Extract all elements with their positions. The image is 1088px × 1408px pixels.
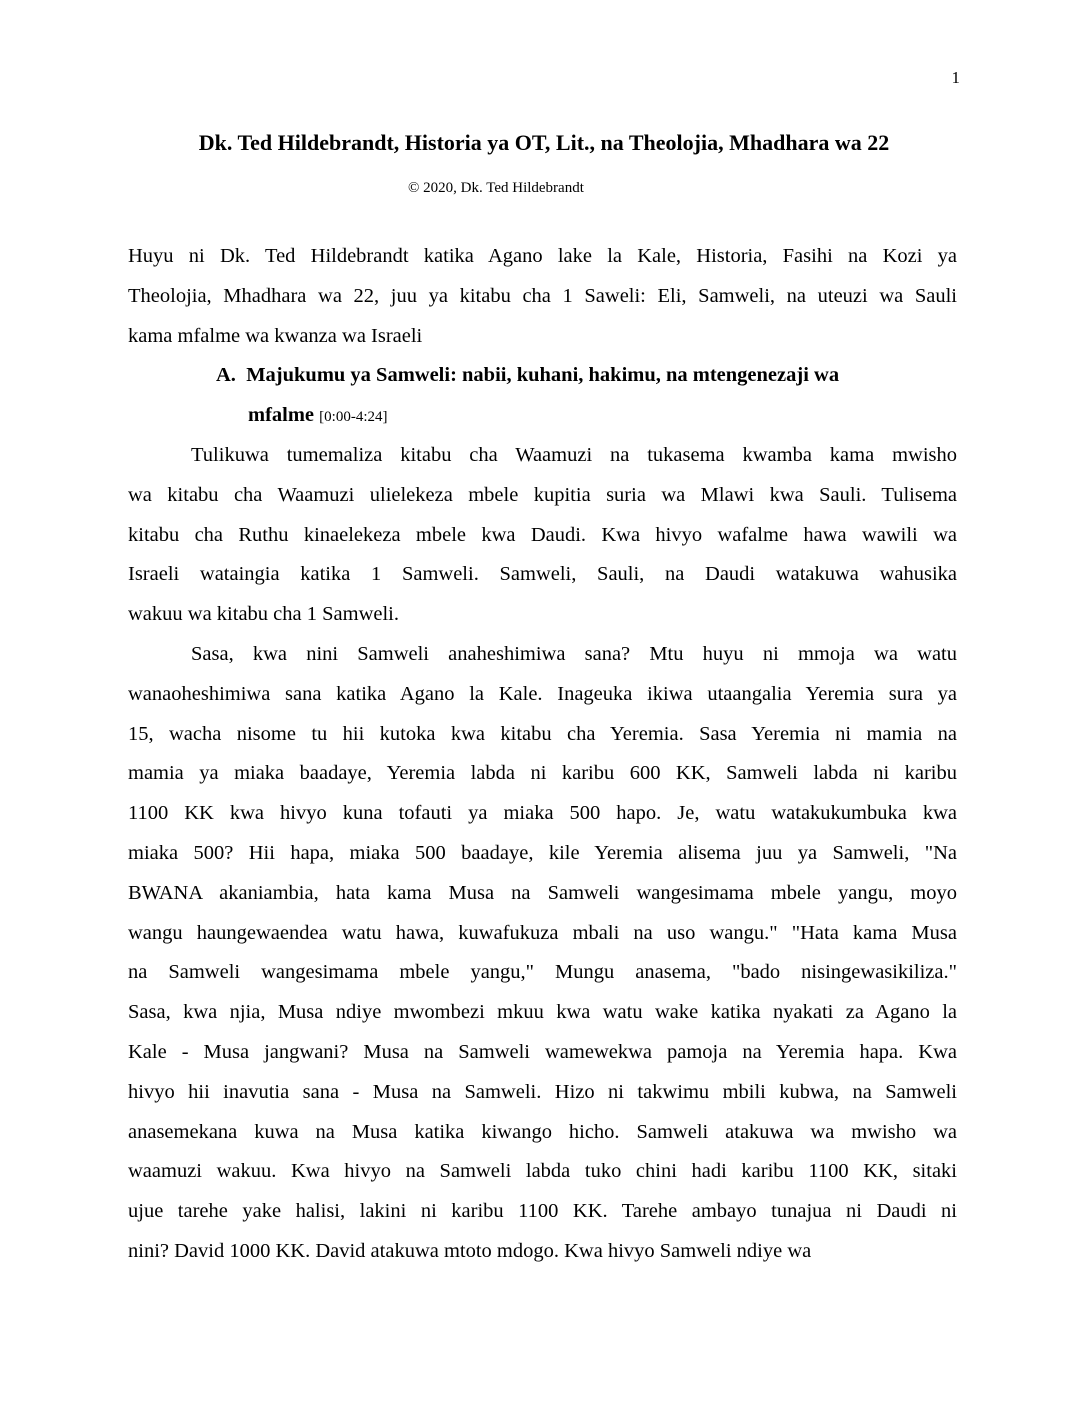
document-title: Dk. Ted Hildebrandt, Historia ya OT, Lit., na Theolojia, Mhadhara wa 22 (198, 130, 890, 155)
section-heading (128, 362, 957, 442)
text-line: anasemekana kuwa na Musa katika kiwango hicho. Samweli atakuwa wa mwisho wa (128, 1120, 957, 1143)
text-line: Theolojia, Mhadhara wa 22, juu ya kitabu cha 1 Saweli: Eli, Samweli, na uteuzi wa Sauli (128, 284, 957, 307)
intro-paragraph (128, 243, 957, 362)
text-line: Tulikuwa tumemaliza kitabu cha Waamuzi na tukasema kwamba kama mwisho (191, 443, 957, 466)
text-line: na Samweli wangesimama mbele yangu," Mungu anasema, "bado nisingewasikiliza." (128, 961, 957, 984)
text-line: Sasa, kwa njia, Musa ndiye mwombezi mkuu kwa watu wake katika nyakati za Agano la (128, 1001, 957, 1024)
text-line: Huyu ni Dk. Ted Hildebrandt katika Agano lake la Kale, Historia, Fasihi na Kozi ya (128, 245, 957, 267)
text-line: mamia ya miaka baadaye, Yeremia labda ni karibu 600 KK, Samweli labda ni karibu (128, 762, 957, 785)
paragraph (128, 641, 957, 1278)
text-line: Sasa, kwa nini Samweli anaheshimiwa sana? Mtu huyu ni mmoja wa watu (191, 642, 957, 665)
text-line: hivyo hii inavutia sana - Musa na Samweli. Hizo ni takwimu mbili kubwa, na Samweli (128, 1080, 957, 1103)
text-line: 1100 KK kwa hivyo kuna tofauti ya miaka 500 hapo. Je, watu watakukumbuka kwa (128, 802, 957, 825)
timestamp: [0:00-4:24] (319, 409, 388, 426)
text-line: wanaoheshimiwa sana katika Agano la Kale. Inageuka ikiwa utaangalia Yeremia sura ya (128, 682, 957, 705)
text-line: Kale - Musa jangwani? Musa na Samweli wamewekwa pamoja na Yeremia hapa. Kwa (128, 1040, 957, 1063)
text-line: miaka 500? Hii hapa, miaka 500 baadaye, kile Yeremia alisema juu ya Samweli, "Na (128, 841, 957, 864)
text-line: BWANA akaniambia, hata kama Musa na Samweli wangesimama mbele yangu, moyo (128, 881, 957, 904)
text-line: ujue tarehe yake halisi, lakini ni karibu 1100 KK. Tarehe ambayo tunajua ni Daudi ni (128, 1200, 957, 1223)
heading-text: Majukumu ya Samweli: nabii, kuhani, hakimu, na mtengenezaji wa (246, 364, 840, 387)
document-body (128, 243, 957, 1278)
page-number: 1 (951, 68, 960, 87)
text-line: wakuu wa kitabu cha 1 Samweli. (128, 603, 399, 626)
copyright-line: © 2020, Dk. Ted Hildebrandt (408, 180, 584, 196)
text-line: Israeli wataingia katika 1 Samweli. Samweli, Sauli, na Daudi watakuwa wahusika (128, 563, 957, 586)
text-line: nini? David 1000 KK. David atakuwa mtoto mdogo. Kwa hivyo Samweli ndiye wa (128, 1239, 812, 1262)
heading-text: mfalme (248, 404, 315, 427)
text-line: kama mfalme wa kwanza wa Israeli (128, 324, 423, 347)
heading-marker: A. (216, 364, 236, 387)
text-line: wa kitabu cha Waamuzi ulielekeza mbele kupitia suria wa Mlawi kwa Sauli. Tulisema (128, 483, 957, 506)
text-line: 15, wacha nisome tu hii kutoka kwa kitabu cha Yeremia. Sasa Yeremia ni mamia na (128, 722, 957, 745)
text-line: waamuzi wakuu. Kwa hivyo na Samweli labda tuko chini hadi karibu 1100 KK, sitaki (128, 1160, 957, 1183)
text-line: kitabu cha Ruthu kinaelekeza mbele kwa Daudi. Kwa hivyo wafalme hawa wawili wa (128, 523, 957, 546)
paragraph (128, 442, 957, 641)
text-line: wangu haungewaendea watu hawa, kuwafukuza mbali na uso wangu." "Hata kama Musa (128, 921, 957, 944)
